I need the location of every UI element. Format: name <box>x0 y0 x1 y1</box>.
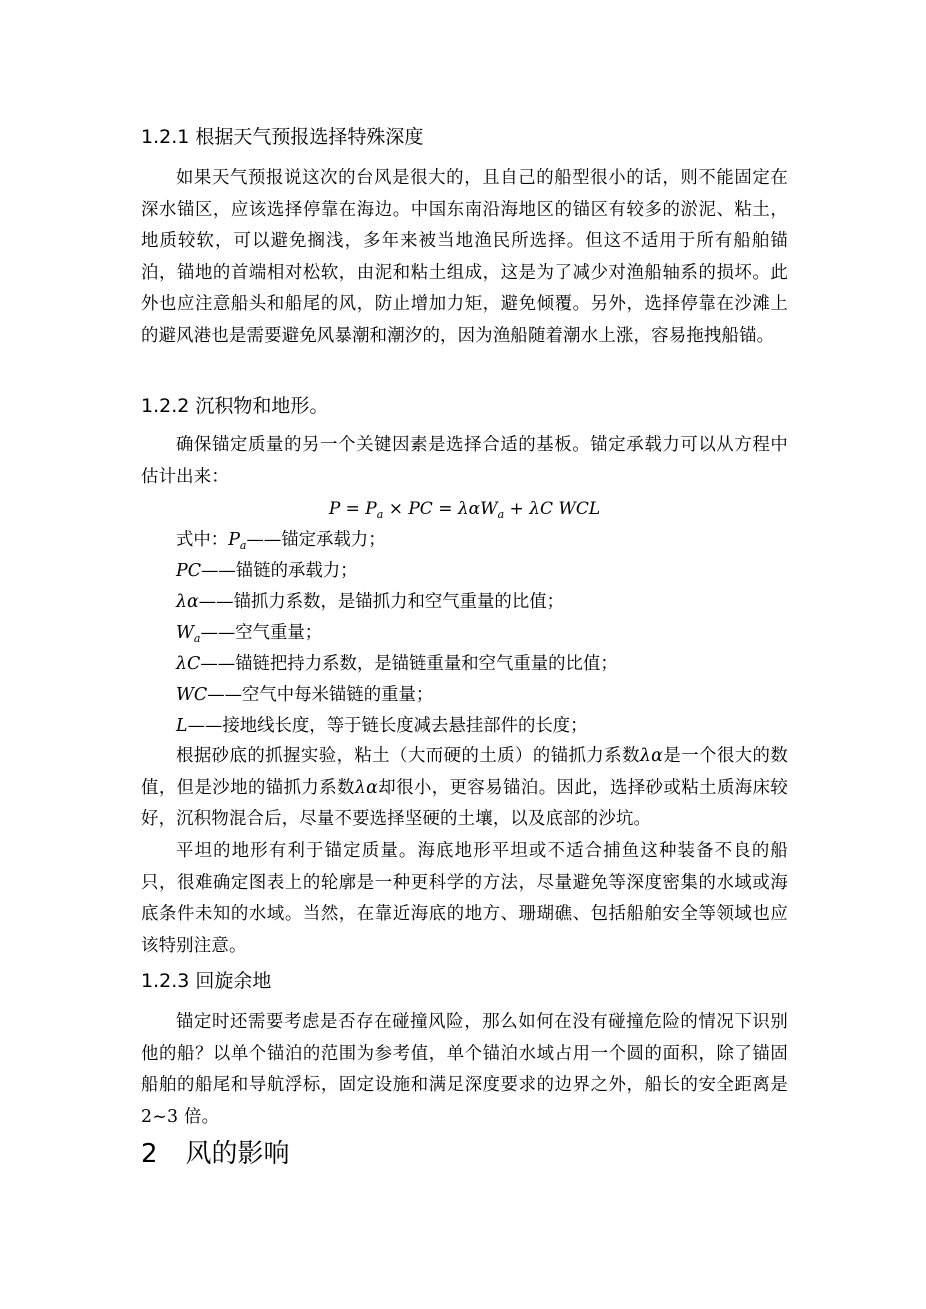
definition-symbol: P <box>228 530 240 550</box>
paragraph-soil-holding <box>141 741 788 836</box>
definition-text: ——锚链的承载力； <box>201 561 358 581</box>
definition-symbol: λα <box>176 592 199 612</box>
paragraph-soil-part-c: 却很小，更容易锚泊。因此，选择砂或粘土质海床较好，沉积物混合后，尽量不要选择坚硬的土壤，以及底部的沙坑。 <box>141 777 788 829</box>
paragraph-anchoring-intro: 确保锚定质量的另一个关键因素是选择合适的基板。锚定承载力可以从方程中估计出来： <box>141 435 788 487</box>
definition-item <box>176 711 788 741</box>
equation-part-2: × PC = λαW <box>383 499 498 519</box>
definition-text: ——空气中每米锚链的重量； <box>207 685 434 705</box>
definition-symbol: L <box>176 716 188 736</box>
definition-item <box>176 525 788 555</box>
paragraph-weather-forecast: 如果天气预报说这次的台风是很大的，且自己的船型很小的话，则不能固定在深水锚区，应该选择停靠在海边。中国东南沿海地区的锚区有较多的淤泥、粘土，地质较软，可以避免搁浅，多年来被当地渔民所选择。但这不适用于所有船舶锚泊，锚地的首端相对松软，由泥和粘土组成，这是为了减少对渔船轴系的损坏。此外也应注意船头和船尾的风，防止增加力矩，避免倾覆。另外，选择停靠在沙滩上的避风港也是需要避免风暴潮和潮汐的，因为渔船随着潮水上涨，容易拖拽船锚。 <box>141 168 788 346</box>
definition-text: ——空气重量； <box>200 623 323 643</box>
definition-item <box>176 556 788 586</box>
definition-prefix: 式中： <box>176 530 229 550</box>
definition-symbol: λC <box>176 654 201 674</box>
definition-symbol: W <box>176 623 194 643</box>
equation-part-3: + λC WCL <box>504 499 601 519</box>
definition-text: ——锚定承载力； <box>246 530 386 550</box>
definition-item <box>176 680 788 710</box>
equation-part-1: P = P <box>328 499 377 519</box>
paragraph-soil-part-a: 根据砂底的抓握实验，粘土（大而硬的土质）的锚抓力系数 <box>176 746 640 766</box>
lambda-alpha-symbol: λα <box>639 746 664 766</box>
definition-symbol: WC <box>176 685 208 705</box>
definition-subscript: a <box>239 539 247 552</box>
definition-symbol: PC <box>176 561 202 581</box>
equation-subscript-1: a <box>376 508 384 521</box>
lambda-alpha-symbol: λα <box>354 777 379 798</box>
heading-1-2-3: 1.2.3 回旋余地 <box>141 970 272 992</box>
heading-1-2-1: 1.2.1 根据天气预报选择特殊深度 <box>141 126 424 148</box>
heading-2-number: 2 <box>141 1139 158 1169</box>
paragraph-terrain: 平坦的地形有利于锚定质量。海底地形平坦或不适合捕鱼这种装备不良的船只，很难确定图表上的轮廓是一种更科学的方法，尽量避免等深度密集的水域或海底条件未知的水域。当然，在靠近海底的地方、珊瑚礁、包括船舶安全等领域也应该特别注意。 <box>141 841 788 956</box>
paragraph-soil-part-b: 是一个很大的数值，但是沙地的锚抓力系数 <box>141 746 788 798</box>
paragraph-swing-room: 锚定时还需要考虑是否存在碰撞风险，那么如何在没有碰撞危险的情况下识别他的船？以单个锚泊的范围为参考值，单个锚泊水域占用一个圆的面积，除了锚固船舶的船尾和导航浮标，固定设施和满足深度要求的边界之外，船长的安全距离是 2~3 倍。 <box>141 1012 788 1127</box>
equation-subscript-2: a <box>497 508 505 521</box>
heading-1-2-2: 1.2.2 沉积物和地形。 <box>141 395 329 417</box>
definition-item <box>176 649 788 679</box>
definition-item <box>176 587 788 617</box>
definition-text: ——接地线长度，等于链长度减去悬挂部件的长度； <box>187 716 588 736</box>
definition-text: ——锚抓力系数，是锚抓力和空气重量的比值； <box>198 592 564 612</box>
heading-2 <box>141 1134 791 1174</box>
definition-text: ——锚链把持力系数，是锚链重量和空气重量的比值； <box>200 654 618 674</box>
heading-2-title: 风的影响 <box>185 1139 290 1169</box>
definition-subscript: a <box>193 632 201 645</box>
definition-item <box>176 618 788 648</box>
